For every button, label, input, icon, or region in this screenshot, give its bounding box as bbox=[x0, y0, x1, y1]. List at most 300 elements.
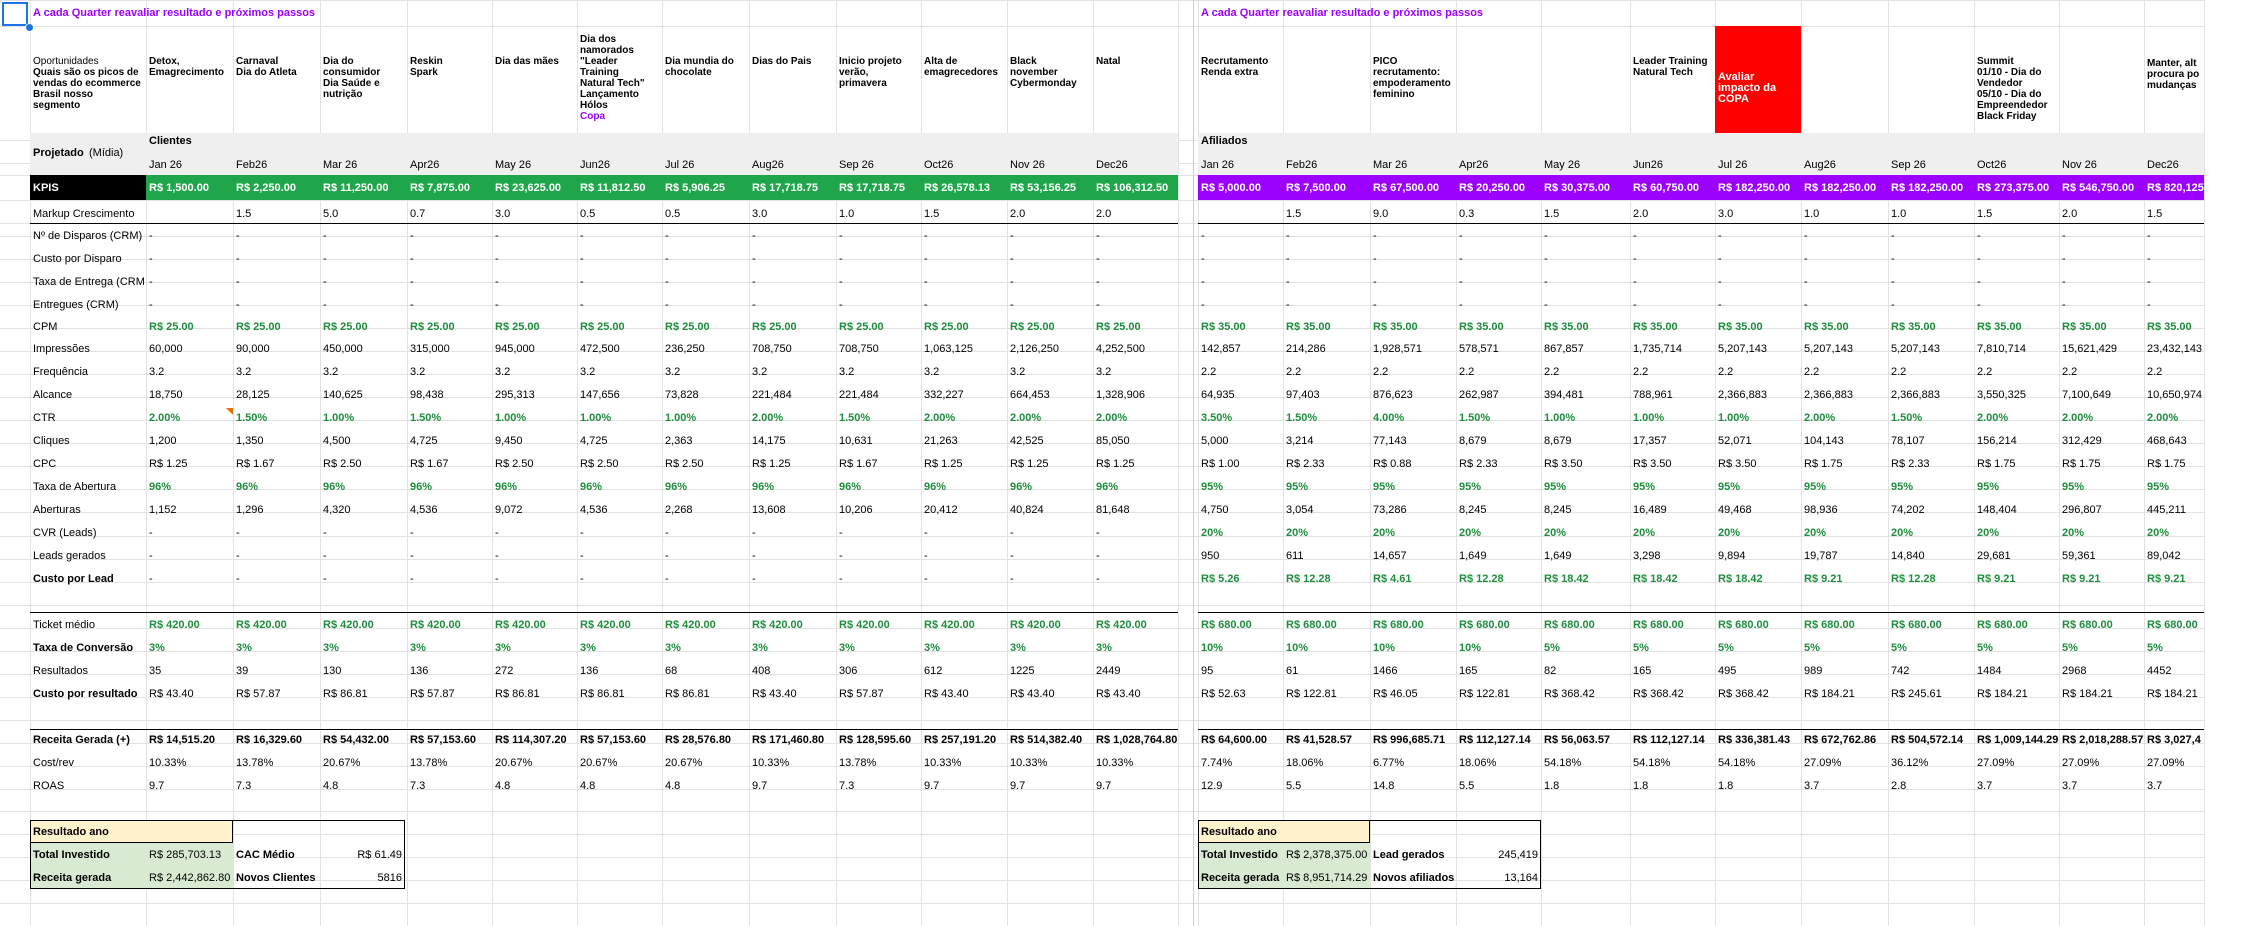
data-cell-right[interactable]: 20% bbox=[2062, 527, 2085, 539]
data-cell-left[interactable]: 3.2 bbox=[580, 366, 596, 378]
data-cell-right[interactable]: 156,214 bbox=[1977, 435, 2017, 447]
data-cell-left[interactable]: 664,453 bbox=[1010, 389, 1050, 401]
data-cell-left[interactable]: 3% bbox=[1096, 642, 1112, 654]
data-cell-left[interactable]: R$ 420.00 bbox=[1010, 619, 1061, 631]
data-cell-left[interactable]: - bbox=[410, 230, 414, 242]
data-cell-right[interactable]: R$ 2.33 bbox=[1286, 458, 1325, 470]
data-cell-right[interactable]: R$ 672,762.86 bbox=[1804, 734, 1877, 746]
data-cell-left[interactable] bbox=[320, 594, 407, 608]
data-cell-right[interactable]: 49,468 bbox=[1718, 504, 1752, 516]
data-cell-left[interactable]: 1225 bbox=[1010, 665, 1035, 677]
data-cell-right[interactable]: R$ 9.21 bbox=[1804, 573, 1843, 585]
kpi-value-right[interactable]: R$ 60,750.00 bbox=[1633, 182, 1700, 194]
data-cell-right[interactable]: - bbox=[1459, 299, 1463, 311]
data-cell-left[interactable]: 4,320 bbox=[323, 504, 351, 516]
data-cell-left[interactable]: R$ 25.00 bbox=[752, 321, 797, 333]
kpi-value-left[interactable]: R$ 23,625.00 bbox=[495, 182, 562, 194]
data-cell-left[interactable]: 39 bbox=[236, 665, 249, 677]
data-cell-left[interactable]: - bbox=[323, 253, 327, 265]
data-cell-left[interactable]: 9,450 bbox=[495, 435, 523, 447]
data-cell-right[interactable]: R$ 996,685.71 bbox=[1373, 734, 1446, 746]
data-cell-right[interactable]: R$ 368.42 bbox=[1718, 688, 1769, 700]
data-cell-left[interactable] bbox=[492, 710, 577, 724]
data-cell-right[interactable]: R$ 368.42 bbox=[1544, 688, 1595, 700]
data-cell-left[interactable]: - bbox=[839, 230, 843, 242]
data-cell-right[interactable]: - bbox=[1201, 276, 1205, 288]
data-cell-left[interactable]: R$ 86.81 bbox=[495, 688, 540, 700]
data-cell-left[interactable]: - bbox=[1096, 573, 1100, 585]
data-cell-right[interactable]: - bbox=[1804, 253, 1808, 265]
data-cell-left[interactable]: 3% bbox=[149, 642, 165, 654]
data-cell-left[interactable]: 10.33% bbox=[924, 757, 962, 769]
data-cell-right[interactable]: - bbox=[1201, 299, 1205, 311]
data-cell-left[interactable]: 35 bbox=[149, 665, 162, 677]
data-cell-left[interactable]: - bbox=[752, 230, 756, 242]
data-cell-left[interactable]: R$ 1.25 bbox=[149, 458, 188, 470]
data-cell-right[interactable] bbox=[2059, 710, 2144, 724]
data-cell-left[interactable]: - bbox=[410, 299, 414, 311]
data-cell-left[interactable]: R$ 43.40 bbox=[924, 688, 969, 700]
data-cell-left[interactable]: R$ 25.00 bbox=[149, 321, 194, 333]
data-cell-right[interactable]: R$ 35.00 bbox=[1977, 321, 2022, 333]
data-cell-left[interactable]: - bbox=[752, 253, 756, 265]
data-cell-right[interactable] bbox=[2144, 594, 2204, 608]
data-cell-left[interactable]: 4.8 bbox=[495, 780, 511, 792]
data-cell-right[interactable]: 9.0 bbox=[1373, 208, 1389, 220]
data-cell-left[interactable]: 13.78% bbox=[839, 757, 877, 769]
data-cell-right[interactable]: - bbox=[1891, 299, 1895, 311]
data-cell-right[interactable]: 59,361 bbox=[2062, 550, 2096, 562]
data-cell-left[interactable]: R$ 1,028,764.80 bbox=[1096, 734, 1178, 746]
data-cell-left[interactable]: 42,525 bbox=[1010, 435, 1044, 447]
event-header-left[interactable]: Alta de emagrecedores bbox=[924, 56, 998, 78]
data-cell-right[interactable]: 7.74% bbox=[1201, 757, 1233, 769]
data-cell-right[interactable]: R$ 680.00 bbox=[1804, 619, 1855, 631]
kpi-value-right[interactable]: R$ 182,250.00 bbox=[1804, 182, 1877, 194]
data-cell-left[interactable]: 3.2 bbox=[752, 366, 768, 378]
data-cell-left[interactable]: - bbox=[752, 276, 756, 288]
data-cell-right[interactable]: 20% bbox=[1977, 527, 2000, 539]
data-cell-left[interactable]: 221,484 bbox=[839, 389, 879, 401]
data-cell-left[interactable]: 3.2 bbox=[149, 366, 165, 378]
data-cell-right[interactable]: - bbox=[2147, 253, 2151, 265]
data-cell-right[interactable]: R$ 122.81 bbox=[1459, 688, 1510, 700]
data-cell-left[interactable]: R$ 57,153.60 bbox=[410, 734, 477, 746]
data-cell-left[interactable] bbox=[577, 594, 662, 608]
data-cell-left[interactable]: 472,500 bbox=[580, 343, 620, 355]
data-cell-right[interactable]: R$ 184.21 bbox=[1977, 688, 2028, 700]
data-cell-right[interactable]: 5,207,143 bbox=[1891, 343, 1940, 355]
data-cell-left[interactable]: - bbox=[1010, 550, 1014, 562]
data-cell-right[interactable]: - bbox=[1633, 299, 1637, 311]
data-cell-left[interactable]: 1.0 bbox=[839, 208, 855, 220]
data-cell-left[interactable]: - bbox=[236, 253, 240, 265]
data-cell-right[interactable]: R$ 680.00 bbox=[1891, 619, 1942, 631]
data-cell-left[interactable]: 13,608 bbox=[752, 504, 786, 516]
data-cell-right[interactable]: 64,935 bbox=[1201, 389, 1235, 401]
data-cell-left[interactable]: 3.2 bbox=[665, 366, 681, 378]
data-cell-left[interactable]: - bbox=[236, 527, 240, 539]
event-header-right[interactable]: PICO recrutamento: empoderamento feminino bbox=[1373, 56, 1451, 100]
data-cell-right[interactable]: 296,807 bbox=[2062, 504, 2102, 516]
data-cell-left[interactable]: R$ 420.00 bbox=[323, 619, 374, 631]
data-cell-right[interactable]: 7,810,714 bbox=[1977, 343, 2026, 355]
kpi-value-right[interactable]: R$ 67,500.00 bbox=[1373, 182, 1440, 194]
data-cell-right[interactable]: 1.00% bbox=[1718, 412, 1750, 424]
data-cell-right[interactable]: - bbox=[1373, 253, 1377, 265]
data-cell-right[interactable]: 15,621,429 bbox=[2062, 343, 2118, 355]
data-cell-left[interactable]: R$ 25.00 bbox=[495, 321, 540, 333]
data-cell-right[interactable]: - bbox=[1977, 230, 1981, 242]
data-cell-right[interactable]: R$ 184.21 bbox=[1804, 688, 1855, 700]
data-cell-left[interactable]: - bbox=[752, 573, 756, 585]
data-cell-left[interactable]: - bbox=[323, 276, 327, 288]
event-header-left[interactable]: Dia das mães bbox=[495, 56, 559, 67]
data-cell-left[interactable]: - bbox=[495, 573, 499, 585]
data-cell-left[interactable]: - bbox=[839, 527, 843, 539]
data-cell-right[interactable]: R$ 2.33 bbox=[1459, 458, 1498, 470]
data-cell-left[interactable]: 1.00% bbox=[665, 412, 697, 424]
data-cell-left[interactable] bbox=[1093, 710, 1178, 724]
data-cell-right[interactable]: 1.50% bbox=[1286, 412, 1318, 424]
data-cell-right[interactable]: R$ 9.21 bbox=[2062, 573, 2101, 585]
data-cell-left[interactable]: - bbox=[1010, 573, 1014, 585]
data-cell-left[interactable]: R$ 25.00 bbox=[323, 321, 368, 333]
data-cell-left[interactable]: 1.00% bbox=[580, 412, 612, 424]
data-cell-right[interactable]: 2.2 bbox=[1544, 366, 1560, 378]
data-cell-right[interactable]: 27.09% bbox=[2062, 757, 2100, 769]
data-cell-left[interactable]: 1.50% bbox=[236, 412, 268, 424]
data-cell-left[interactable]: 4,725 bbox=[580, 435, 608, 447]
data-cell-left[interactable]: - bbox=[1096, 230, 1100, 242]
data-cell-right[interactable]: 27.09% bbox=[1977, 757, 2015, 769]
data-cell-right[interactable]: 95% bbox=[1373, 481, 1396, 493]
data-cell-right[interactable]: 2.00% bbox=[2147, 412, 2179, 424]
data-cell-right[interactable]: R$ 41,528.57 bbox=[1286, 734, 1353, 746]
data-cell-right[interactable]: 29,681 bbox=[1977, 550, 2011, 562]
data-cell-left[interactable]: 9.7 bbox=[149, 780, 165, 792]
data-cell-right[interactable]: 3,550,325 bbox=[1977, 389, 2026, 401]
data-cell-right[interactable]: 5,000 bbox=[1201, 435, 1229, 447]
data-cell-left[interactable]: 3% bbox=[495, 642, 511, 654]
data-cell-left[interactable]: 3.2 bbox=[1010, 366, 1026, 378]
data-cell-left[interactable]: - bbox=[752, 527, 756, 539]
data-cell-right[interactable]: 468,643 bbox=[2147, 435, 2187, 447]
data-cell-right[interactable]: 1.50% bbox=[1459, 412, 1491, 424]
data-cell-left[interactable]: - bbox=[236, 230, 240, 242]
data-cell-right[interactable]: 10% bbox=[1459, 642, 1482, 654]
data-cell-left[interactable]: R$ 2.50 bbox=[323, 458, 362, 470]
data-cell-left[interactable]: 20.67% bbox=[580, 757, 618, 769]
data-cell-right[interactable]: R$ 3,027,4 bbox=[2147, 734, 2201, 746]
event-header-right[interactable]: Recrutamento Renda extra bbox=[1201, 56, 1269, 78]
data-cell-right[interactable]: - bbox=[1977, 276, 1981, 288]
data-cell-left[interactable]: 3.2 bbox=[410, 366, 426, 378]
event-header-right[interactable] bbox=[2059, 56, 2144, 112]
data-cell-right[interactable]: R$ 1.75 bbox=[1977, 458, 2016, 470]
kpi-value-right[interactable]: R$ 820,125 bbox=[2147, 182, 2204, 194]
data-cell-left[interactable]: 96% bbox=[323, 481, 346, 493]
data-cell-left[interactable]: R$ 43.40 bbox=[752, 688, 797, 700]
data-cell-left[interactable]: - bbox=[323, 573, 327, 585]
data-cell-left[interactable]: - bbox=[149, 299, 153, 311]
data-cell-left[interactable]: - bbox=[665, 299, 669, 311]
kpi-value-left[interactable]: R$ 11,250.00 bbox=[323, 182, 389, 194]
data-cell-left[interactable]: 7.3 bbox=[410, 780, 426, 792]
data-cell-right[interactable]: 98,936 bbox=[1804, 504, 1838, 516]
data-cell-left[interactable]: - bbox=[665, 527, 669, 539]
data-cell-right[interactable]: 950 bbox=[1201, 550, 1220, 562]
data-cell-right[interactable]: R$ 35.00 bbox=[1718, 321, 1763, 333]
event-header-right[interactable]: Summit 01/10 - Dia do Vendedor 05/10 - Dia do Empreendedor Black Friday bbox=[1977, 56, 2048, 122]
data-cell-right[interactable]: 95% bbox=[1804, 481, 1827, 493]
data-cell-left[interactable]: 1,200 bbox=[149, 435, 177, 447]
data-cell-left[interactable]: 9.7 bbox=[1010, 780, 1026, 792]
data-cell-left[interactable]: 2.0 bbox=[1096, 208, 1112, 220]
data-cell-left[interactable]: R$ 420.00 bbox=[924, 619, 975, 631]
data-cell-left[interactable]: 3% bbox=[580, 642, 596, 654]
data-cell-left[interactable]: 10.33% bbox=[1096, 757, 1134, 769]
data-cell-left[interactable] bbox=[836, 710, 921, 724]
data-cell-left[interactable]: R$ 1.67 bbox=[839, 458, 878, 470]
data-cell-left[interactable]: 2.00% bbox=[1096, 412, 1128, 424]
data-cell-left[interactable]: - bbox=[149, 276, 153, 288]
data-cell-left[interactable]: R$ 25.00 bbox=[665, 321, 710, 333]
data-cell-right[interactable]: 27.09% bbox=[2147, 757, 2185, 769]
kpi-value-left[interactable]: R$ 17,718.75 bbox=[839, 182, 906, 194]
data-cell-right[interactable]: 27.09% bbox=[1804, 757, 1842, 769]
data-cell-left[interactable]: - bbox=[1096, 276, 1100, 288]
data-cell-right[interactable]: R$ 56,063.57 bbox=[1544, 734, 1611, 746]
kpi-value-left[interactable]: R$ 26,578.13 bbox=[924, 182, 991, 194]
data-cell-left[interactable]: 708,750 bbox=[839, 343, 879, 355]
data-cell-right[interactable]: 1.5 bbox=[1977, 208, 1993, 220]
data-cell-left[interactable]: 4,536 bbox=[410, 504, 438, 516]
data-cell-right[interactable]: - bbox=[1544, 299, 1548, 311]
data-cell-right[interactable]: R$ 9.21 bbox=[1977, 573, 2016, 585]
data-cell-left[interactable]: - bbox=[236, 550, 240, 562]
data-cell-left[interactable]: R$ 25.00 bbox=[580, 321, 625, 333]
data-cell-left[interactable] bbox=[407, 710, 492, 724]
data-cell-left[interactable]: 96% bbox=[924, 481, 947, 493]
data-cell-right[interactable]: - bbox=[1804, 299, 1808, 311]
data-cell-right[interactable]: 5% bbox=[1891, 642, 1907, 654]
data-cell-left[interactable]: 612 bbox=[924, 665, 943, 677]
data-cell-right[interactable]: 52,071 bbox=[1718, 435, 1752, 447]
data-cell-right[interactable]: 8,679 bbox=[1459, 435, 1487, 447]
data-cell-right[interactable]: 1,735,714 bbox=[1633, 343, 1682, 355]
data-cell-right[interactable]: 36.12% bbox=[1891, 757, 1929, 769]
data-cell-right[interactable]: 61 bbox=[1286, 665, 1299, 677]
data-cell-left[interactable]: R$ 86.81 bbox=[580, 688, 625, 700]
data-cell-right[interactable]: R$ 35.00 bbox=[1286, 321, 1331, 333]
data-cell-right[interactable]: 10% bbox=[1373, 642, 1396, 654]
data-cell-left[interactable]: - bbox=[839, 550, 843, 562]
data-cell-left[interactable]: - bbox=[1010, 276, 1014, 288]
data-cell-left[interactable]: 4.8 bbox=[665, 780, 681, 792]
data-cell-right[interactable]: R$ 680.00 bbox=[1718, 619, 1769, 631]
event-header-left[interactable]: Carnaval Dia do Atleta bbox=[236, 56, 297, 78]
data-cell-left[interactable]: - bbox=[495, 527, 499, 539]
data-cell-left[interactable]: R$ 420.00 bbox=[752, 619, 803, 631]
data-cell-left[interactable]: R$ 420.00 bbox=[665, 619, 716, 631]
data-cell-left[interactable]: R$ 1.25 bbox=[1010, 458, 1049, 470]
data-cell-left[interactable]: - bbox=[580, 276, 584, 288]
data-cell-right[interactable]: 20% bbox=[1804, 527, 1827, 539]
data-cell-left[interactable]: R$ 128,595.60 bbox=[839, 734, 912, 746]
summary-value[interactable]: 5816 bbox=[377, 872, 402, 884]
data-cell-left[interactable]: - bbox=[665, 276, 669, 288]
data-cell-right[interactable]: 742 bbox=[1891, 665, 1910, 677]
data-cell-left[interactable]: - bbox=[1096, 550, 1100, 562]
data-cell-right[interactable]: - bbox=[2062, 299, 2066, 311]
data-cell-right[interactable]: 97,403 bbox=[1286, 389, 1320, 401]
data-cell-right[interactable]: R$ 52.63 bbox=[1201, 688, 1246, 700]
summary-value[interactable]: R$ 8,951,714.29 bbox=[1286, 872, 1368, 884]
data-cell-left[interactable]: 5.0 bbox=[323, 208, 339, 220]
data-cell-right[interactable] bbox=[1888, 594, 1974, 608]
data-cell-left[interactable]: R$ 43.40 bbox=[1096, 688, 1141, 700]
data-cell-right[interactable]: R$ 35.00 bbox=[1373, 321, 1418, 333]
data-cell-right[interactable]: 95% bbox=[1286, 481, 1309, 493]
data-cell-right[interactable]: - bbox=[2062, 230, 2066, 242]
data-cell-left[interactable]: R$ 171,460.80 bbox=[752, 734, 825, 746]
data-cell-left[interactable]: - bbox=[924, 527, 928, 539]
data-cell-left[interactable]: - bbox=[149, 253, 153, 265]
summary-value[interactable]: 13,164 bbox=[1504, 872, 1538, 884]
summary-value[interactable]: R$ 285,703.13 bbox=[149, 849, 222, 861]
data-cell-right[interactable]: R$ 18.42 bbox=[1633, 573, 1678, 585]
data-cell-left[interactable]: - bbox=[1096, 299, 1100, 311]
data-cell-left[interactable]: - bbox=[410, 527, 414, 539]
data-cell-right[interactable]: 20% bbox=[2147, 527, 2170, 539]
data-cell-right[interactable]: R$ 2,018,288.57 bbox=[2062, 734, 2144, 746]
data-cell-right[interactable]: R$ 46.05 bbox=[1373, 688, 1418, 700]
data-cell-right[interactable] bbox=[1801, 710, 1888, 724]
data-cell-right[interactable]: 78,107 bbox=[1891, 435, 1925, 447]
data-cell-right[interactable]: 1.8 bbox=[1633, 780, 1649, 792]
data-cell-right[interactable] bbox=[1974, 710, 2059, 724]
data-cell-right[interactable]: 2.2 bbox=[1201, 366, 1217, 378]
data-cell-right[interactable]: 104,143 bbox=[1804, 435, 1844, 447]
data-cell-right[interactable]: 394,481 bbox=[1544, 389, 1584, 401]
kpi-value-right[interactable]: R$ 182,250.00 bbox=[1718, 182, 1791, 194]
data-cell-right[interactable] bbox=[1630, 710, 1715, 724]
data-cell-left[interactable]: - bbox=[839, 299, 843, 311]
data-cell-left[interactable]: R$ 57.87 bbox=[236, 688, 281, 700]
data-cell-left[interactable]: - bbox=[236, 299, 240, 311]
selected-cell-a1[interactable] bbox=[2, 2, 28, 26]
data-cell-left[interactable]: R$ 54,432.00 bbox=[323, 734, 390, 746]
data-cell-right[interactable]: R$ 18.42 bbox=[1544, 573, 1589, 585]
data-cell-right[interactable]: - bbox=[2062, 253, 2066, 265]
data-cell-right[interactable]: 3.7 bbox=[1804, 780, 1820, 792]
data-cell-right[interactable]: R$ 12.28 bbox=[1891, 573, 1936, 585]
data-cell-right[interactable]: R$ 12.28 bbox=[1286, 573, 1331, 585]
data-cell-left[interactable]: 3.2 bbox=[839, 366, 855, 378]
data-cell-right[interactable]: - bbox=[1373, 299, 1377, 311]
data-cell-left[interactable]: 3% bbox=[236, 642, 252, 654]
data-cell-left[interactable]: 1,328,906 bbox=[1096, 389, 1145, 401]
data-cell-right[interactable]: 8,679 bbox=[1544, 435, 1572, 447]
data-cell-left[interactable]: - bbox=[580, 573, 584, 585]
data-cell-left[interactable]: - bbox=[665, 253, 669, 265]
data-cell-left[interactable]: 450,000 bbox=[323, 343, 363, 355]
data-cell-right[interactable] bbox=[1283, 594, 1370, 608]
kpi-value-left[interactable]: R$ 2,250.00 bbox=[236, 182, 296, 194]
data-cell-right[interactable] bbox=[1630, 594, 1715, 608]
data-cell-left[interactable]: - bbox=[323, 299, 327, 311]
data-cell-left[interactable]: 0.7 bbox=[410, 208, 426, 220]
data-cell-left[interactable]: R$ 420.00 bbox=[1096, 619, 1147, 631]
data-cell-left[interactable]: - bbox=[410, 573, 414, 585]
data-cell-right[interactable]: 262,987 bbox=[1459, 389, 1499, 401]
data-cell-right[interactable]: 14,657 bbox=[1373, 550, 1407, 562]
data-cell-right[interactable]: R$ 680.00 bbox=[1977, 619, 2028, 631]
data-cell-right[interactable]: 214,286 bbox=[1286, 343, 1326, 355]
data-cell-left[interactable]: 332,227 bbox=[924, 389, 964, 401]
data-cell-right[interactable]: - bbox=[1286, 253, 1290, 265]
data-cell-right[interactable]: 2.0 bbox=[1633, 208, 1649, 220]
data-cell-right[interactable]: 5% bbox=[2062, 642, 2078, 654]
data-cell-right[interactable]: 2.0 bbox=[2062, 208, 2078, 220]
event-header-right[interactable] bbox=[1541, 56, 1630, 112]
kpi-value-right[interactable]: R$ 5,000.00 bbox=[1201, 182, 1261, 194]
data-cell-left[interactable]: - bbox=[924, 573, 928, 585]
data-cell-left[interactable]: - bbox=[580, 230, 584, 242]
data-cell-right[interactable]: 788,961 bbox=[1633, 389, 1673, 401]
data-cell-right[interactable] bbox=[1370, 594, 1456, 608]
data-cell-right[interactable]: 4.00% bbox=[1373, 412, 1405, 424]
data-cell-left[interactable]: 20,412 bbox=[924, 504, 958, 516]
data-cell-left[interactable]: 1.5 bbox=[924, 208, 940, 220]
data-cell-left[interactable]: R$ 1.25 bbox=[1096, 458, 1135, 470]
data-cell-left[interactable] bbox=[320, 710, 407, 724]
data-cell-left[interactable]: R$ 57,153.60 bbox=[580, 734, 647, 746]
data-cell-left[interactable]: - bbox=[1096, 253, 1100, 265]
data-cell-left[interactable] bbox=[921, 594, 1007, 608]
data-cell-left[interactable]: 9,072 bbox=[495, 504, 523, 516]
data-cell-right[interactable]: 2.2 bbox=[1373, 366, 1389, 378]
data-cell-left[interactable]: R$ 14,515.20 bbox=[149, 734, 216, 746]
data-cell-right[interactable]: 20% bbox=[1633, 527, 1656, 539]
data-cell-left[interactable]: - bbox=[149, 550, 153, 562]
data-cell-right[interactable]: 6.77% bbox=[1373, 757, 1405, 769]
data-cell-right[interactable] bbox=[2059, 594, 2144, 608]
data-cell-left[interactable]: R$ 25.00 bbox=[1096, 321, 1141, 333]
data-cell-right[interactable]: R$ 680.00 bbox=[1544, 619, 1595, 631]
event-header-left[interactable]: Detox, Emagrecimento bbox=[149, 56, 225, 78]
data-cell-left[interactable]: R$ 25.00 bbox=[924, 321, 969, 333]
data-cell-left[interactable]: 2.00% bbox=[752, 412, 784, 424]
data-cell-right[interactable]: 1.50% bbox=[1891, 412, 1923, 424]
data-cell-left[interactable]: 315,000 bbox=[410, 343, 450, 355]
data-cell-right[interactable]: 20% bbox=[1718, 527, 1741, 539]
data-cell-right[interactable]: 1.8 bbox=[1718, 780, 1734, 792]
data-cell-right[interactable]: 89,042 bbox=[2147, 550, 2181, 562]
data-cell-right[interactable]: - bbox=[1718, 299, 1722, 311]
data-cell-left[interactable]: 73,828 bbox=[665, 389, 699, 401]
data-cell-left[interactable]: - bbox=[149, 573, 153, 585]
data-cell-left[interactable]: - bbox=[495, 253, 499, 265]
data-cell-right[interactable]: - bbox=[1633, 230, 1637, 242]
data-cell-left[interactable]: 60,000 bbox=[149, 343, 183, 355]
data-cell-left[interactable]: 272 bbox=[495, 665, 514, 677]
data-cell-right[interactable] bbox=[1198, 594, 1283, 608]
data-cell-right[interactable] bbox=[1801, 594, 1888, 608]
data-cell-right[interactable]: 20% bbox=[1201, 527, 1224, 539]
data-cell-left[interactable]: - bbox=[323, 550, 327, 562]
